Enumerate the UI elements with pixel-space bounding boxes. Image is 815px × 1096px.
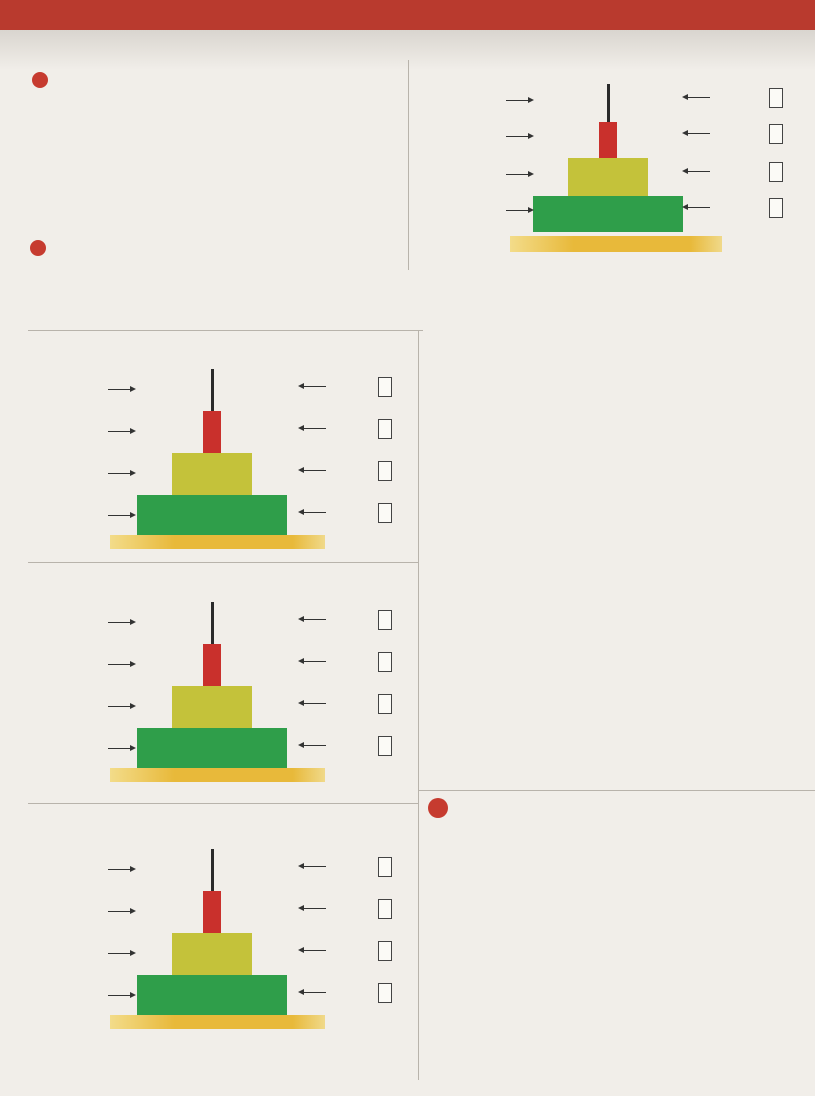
pyramid-bar [211,369,214,411]
arrow-right-icon [506,174,530,175]
arrow-right-icon [506,136,530,137]
divider [408,60,409,270]
divider [28,803,418,804]
energy-value-box [378,857,392,877]
energy-area-chart [424,460,815,690]
pyramid-bar [137,975,287,1017]
arrow-left-icon [686,97,710,98]
question-9-stem-line-1 [30,240,402,263]
energy-value-box [378,736,392,756]
pyramid-option-d[interactable] [418,62,813,264]
pyramid-bar [607,84,610,122]
arrow-right-icon [108,995,132,996]
arrow-left-icon [302,661,326,662]
question-9-number [30,240,46,256]
question-9 [30,240,402,263]
question-8-number [32,72,48,88]
sunlight-bar [110,535,325,549]
arrow-right-icon [108,664,132,665]
question-8-option[interactable] [34,138,42,154]
divider [28,562,418,563]
arrow-left-icon [302,908,326,909]
pyramid-bar [211,602,214,644]
arrow-left-icon [302,386,326,387]
question-8 [32,72,392,95]
energy-value-box [769,88,783,108]
question-8-stem-line-1 [32,72,392,95]
question-10 [428,798,815,827]
divider [28,330,423,331]
arrow-right-icon [506,210,530,211]
arrow-left-icon [686,133,710,134]
arrow-right-icon [108,706,132,707]
arrow-right-icon [108,515,132,516]
sunlight-bar [510,236,722,252]
pyramid-bar [172,686,252,728]
energy-value-box [769,124,783,144]
arrow-left-icon [302,470,326,471]
arrow-right-icon [108,748,132,749]
pyramid-option-c[interactable] [22,825,412,1050]
arrow-left-icon [302,512,326,513]
header-band [0,0,815,30]
arrow-right-icon [108,911,132,912]
question-10-stem-line-1 [428,798,815,827]
energy-value-box [378,694,392,714]
arrow-right-icon [108,622,132,623]
pyramid-bar [203,411,221,453]
arrow-right-icon [108,869,132,870]
energy-value-box [769,162,783,182]
arrow-left-icon [686,171,710,172]
arrow-left-icon [686,207,710,208]
pyramid-bar [172,453,252,495]
energy-value-box [378,419,392,439]
arrow-left-icon [302,703,326,704]
pyramid-bar [211,849,214,891]
sunlight-bar [110,768,325,782]
arrow-right-icon [108,389,132,390]
energy-value-box [378,652,392,672]
energy-value-box [378,610,392,630]
question-8-option[interactable] [34,182,42,198]
arrow-left-icon [302,950,326,951]
energy-value-box [378,899,392,919]
arrow-left-icon [302,745,326,746]
pyramid-bar [137,495,287,537]
energy-value-box [769,198,783,218]
pyramid-bar [533,196,683,232]
arrow-left-icon [302,992,326,993]
arrow-left-icon [302,428,326,429]
pyramid-bar [568,158,648,196]
arrow-left-icon [302,866,326,867]
pyramid-bar [203,644,221,686]
arrow-left-icon [302,619,326,620]
pyramid-bar [137,728,287,770]
pyramid-bar [203,891,221,933]
energy-value-box [378,983,392,1003]
pyramid-option-b[interactable] [22,578,412,796]
energy-value-box [378,461,392,481]
pyramid-option-a[interactable] [22,345,412,560]
question-10-number [428,798,448,818]
arrow-right-icon [108,431,132,432]
energy-value-box [378,503,392,523]
energy-value-box [378,941,392,961]
divider [418,790,815,791]
energy-value-box [378,377,392,397]
divider [418,330,419,1080]
sunlight-bar [110,1015,325,1029]
pyramid-bar [599,122,617,158]
arrow-right-icon [108,953,132,954]
pyramid-bar [172,933,252,975]
arrow-right-icon [506,100,530,101]
question-8-option[interactable] [34,204,42,220]
arrow-right-icon [108,473,132,474]
question-8-option[interactable] [34,160,42,176]
